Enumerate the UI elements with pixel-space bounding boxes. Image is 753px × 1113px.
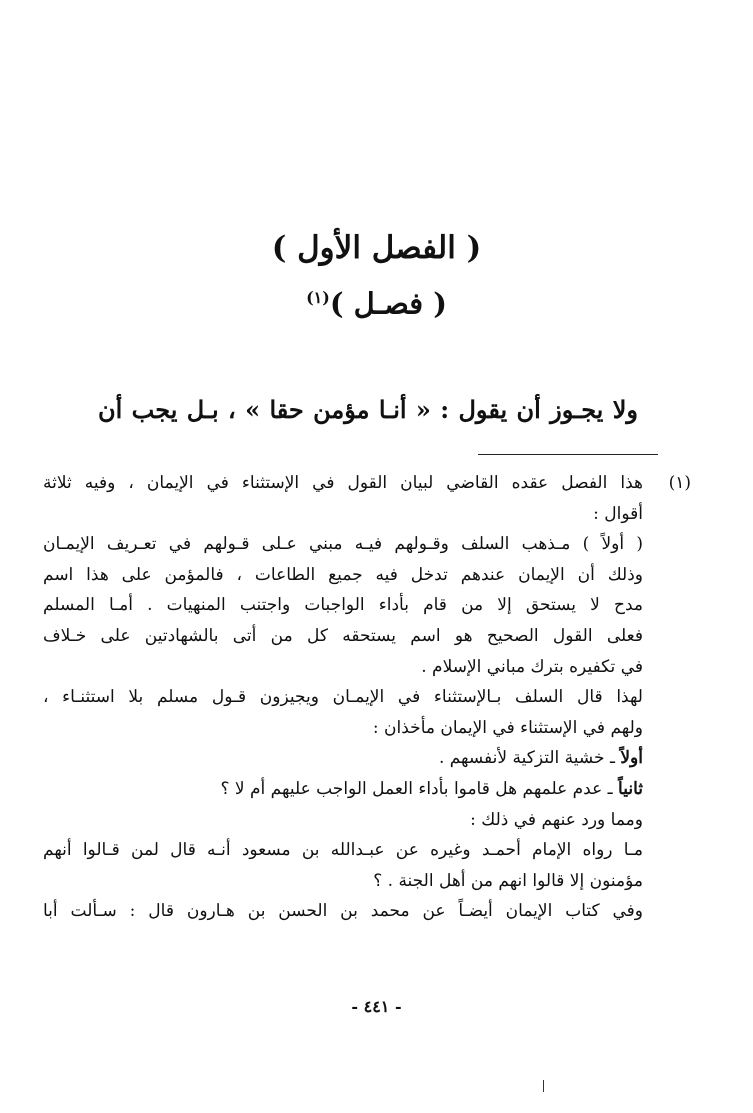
point-text-first: ـ خشية التزكية لأنفسهم . (438, 748, 621, 769)
footnote-line: في تكفيره بترك مباني الإسلام . (421, 656, 643, 677)
footnote-line: هذا الفصل عقده القاضي لبيان القول في الإستثناء في الإيمان ، وفيه ثلاثة (43, 473, 643, 493)
footnote-divider (478, 454, 658, 455)
point-label-first: أولاً (620, 748, 643, 769)
footnote-line: مـا رواه الإمام أحمـد وغيره عن عبـدالله بن مسعود أنـه قال لمن قـالوا أنهم (43, 840, 643, 861)
footnote-line: وذلك أن الإيمان عندهم تدخل فيه جميع الطاعات ، فالمؤمن على هذا اسم (43, 564, 643, 585)
footnote-line: لهذا قال السلف بـالإستثناء في الإيمـان ويجيزون قـول مسلم بلا استثنـاء ، (43, 687, 643, 708)
footnote-line: وفي كتاب الإيمان أيضـاً عن محمد بن الحسن بن هـارون قال : سـألت أبا (43, 901, 643, 922)
section-title-text: ( فصـل ) (329, 286, 447, 321)
chapter-title: ( الفصل الأول ) (271, 230, 482, 266)
page-edge-mark (543, 1080, 550, 1092)
point-label-second: ثانياً (618, 778, 643, 799)
page-number: - ٤٤١ - (351, 997, 402, 1016)
footnote-point-first (43, 743, 643, 774)
footnote-line: مدح لا يستحق إلا من قام بأداء الواجبات واجتنب المنهيات . أمـا المسلم (43, 595, 643, 616)
footnote-line: مؤمنون إلا قالوا انهم من أهل الجنة . ؟ (373, 870, 643, 891)
main-text-line: ولا يجـوز أن يقول : « أنـا مؤمن حقا » ، بـل يجب أن (98, 395, 638, 424)
section-title (0, 278, 753, 324)
point-text-second: ـ عدم علمهم هل قاموا بأداء العمل الواجب عليهم أم لا ؟ (220, 778, 619, 799)
footnote-body (43, 468, 643, 927)
footnote-line: ولهم في الإستثناء في الإيمان مأخذان : (372, 717, 643, 738)
footnote-line: ( أولاً ) مـذهب السلف وقـولهم فيـه مبني عـلى قـولهم في تعـريف الإيمـان (43, 534, 643, 555)
footnote-line: أقوال : (593, 503, 643, 524)
footnote-line: ومما ورد عنهم في ذلك : (470, 809, 643, 830)
footnote-line: فعلى القول الصحيح هو اسم يستحقه كل من أتى بالشهادتين على خـلاف (43, 625, 643, 646)
footnote-marker: (١) (668, 473, 691, 493)
footnote-point-second (43, 774, 643, 805)
section-title-footnote-ref: (١) (306, 288, 330, 307)
